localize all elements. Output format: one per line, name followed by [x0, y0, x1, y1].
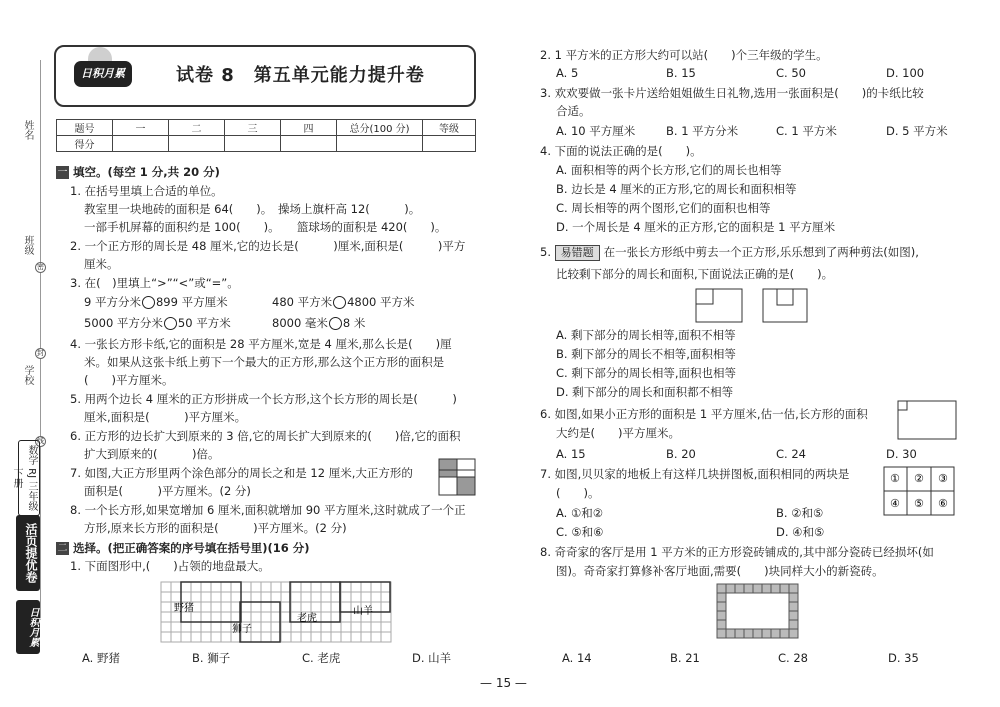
grid-cell: [361, 632, 371, 642]
grid-cell: [211, 612, 221, 622]
tile: [726, 629, 735, 638]
grid-cell: [241, 592, 251, 602]
grid-cell: [381, 612, 391, 622]
q5-line: 5. 用两个边长 4 厘米的正方形拼成一个长方形,这个长方形的周长是( ): [70, 392, 457, 406]
r4-option[interactable]: D. 一个周长是 4 厘米的正方形,它的面积是 1 平方厘米: [556, 220, 836, 234]
grid-cell: [221, 582, 231, 592]
grid-cell: [271, 582, 281, 592]
grid-cell: [321, 592, 331, 602]
grid-cell: [201, 602, 211, 612]
q3-item: [84, 315, 231, 331]
q3-left: 5000 平方分米: [84, 316, 163, 330]
grid-cell: [331, 632, 341, 642]
grid-cell: [181, 592, 191, 602]
grid-cell: [321, 602, 331, 612]
r3-option[interactable]: B. 1 平方分米: [666, 124, 739, 138]
q2-line: 厘米。: [84, 257, 119, 271]
grid-cell: [261, 602, 271, 612]
grid-cell: [221, 602, 231, 612]
r5-text: 在一张长方形纸中剪去一个正方形,乐乐想到了两种剪法(如图),: [603, 245, 919, 259]
page-number: — 15 —: [480, 676, 527, 690]
compare-circle[interactable]: [329, 317, 342, 330]
r8-option[interactable]: C. 28: [778, 651, 808, 665]
tile: [744, 584, 753, 593]
grid-cell: [301, 602, 311, 612]
grid-cell: [211, 622, 221, 632]
unit-square: [898, 401, 907, 410]
r2-option[interactable]: D. 100: [886, 66, 925, 80]
piece-mark: ⑥: [938, 497, 948, 510]
section-number: 二: [57, 543, 68, 554]
grid-cell: [351, 632, 361, 642]
grid-cell: [201, 622, 211, 632]
shaded-square: [457, 477, 475, 495]
r7-option[interactable]: C. ⑤和⑥: [556, 525, 604, 539]
piece-mark: ④: [890, 497, 900, 510]
grid-cell: [161, 632, 171, 642]
grid-cell: [341, 632, 351, 642]
grid-cell: [211, 602, 221, 612]
r2-option[interactable]: C. 50: [776, 66, 806, 80]
section-1-heading: [56, 164, 220, 180]
q7-line: 面积是( )平方厘米。(2 分): [84, 484, 251, 498]
grid-cell: [171, 632, 181, 642]
seal-dot-3: 线: [37, 437, 44, 445]
q4-line: ( )平方厘米。: [84, 373, 174, 387]
compare-circle[interactable]: [142, 296, 155, 309]
grid-cell: [321, 632, 331, 642]
q6-line: 6. 正方形的边长扩大到原来的 3 倍,它的周长扩大到原来的( )倍,它的面积: [70, 429, 461, 443]
tile: [762, 584, 771, 593]
r2-option[interactable]: A. 5: [556, 66, 579, 80]
tile: [717, 620, 726, 629]
binding-strip: [0, 0, 48, 707]
tile: [762, 629, 771, 638]
q8-line: 8. 一个长方形,如果宽增加 6 厘米,面积就增加 90 平方厘米,这时就成了一个正: [70, 503, 466, 517]
tile: [717, 602, 726, 611]
r5-line: 比较剩下部分的周长和面积,下面说法正确的是( )。: [556, 267, 834, 281]
grid-cell: [291, 602, 301, 612]
tile: [735, 629, 744, 638]
grid-cell: [221, 622, 231, 632]
region-label-lion: 狮子: [232, 624, 252, 635]
r3-option[interactable]: A. 10 平方厘米: [556, 124, 636, 138]
score-cell: 总分(100 分): [337, 120, 423, 136]
grid-cell: [281, 622, 291, 632]
grid-cell: [171, 582, 181, 592]
grid-cell: [191, 632, 201, 642]
grid-cell: [201, 612, 211, 622]
grid-cell: [221, 632, 231, 642]
score-input[interactable]: [281, 136, 337, 152]
r5-line: [540, 244, 919, 261]
grid-cell: [361, 592, 371, 602]
grid-cell: [261, 582, 271, 592]
s1-option[interactable]: B. 狮子: [192, 651, 231, 665]
q8-line: 方形,原来长方形的面积是( )平方厘米。(2 分): [84, 521, 347, 535]
r5-option[interactable]: A. 剩下部分的周长相等,面积不相等: [556, 328, 736, 342]
tile: [717, 611, 726, 620]
q3-item: [84, 294, 228, 310]
grid-cell: [351, 582, 361, 592]
r7-puzzle-figure: [883, 466, 955, 516]
error-prone-tag: 易错题: [555, 245, 600, 261]
r7-option[interactable]: B. ②和⑤: [776, 506, 824, 520]
grid-cell: [191, 592, 201, 602]
tile: [789, 602, 798, 611]
grid-cell: [271, 592, 281, 602]
tile: [789, 593, 798, 602]
tile: [735, 584, 744, 593]
compare-circle[interactable]: [333, 296, 346, 309]
score-cell: 题号: [57, 120, 113, 136]
score-input[interactable]: [225, 136, 281, 152]
section-title: 选择。(把正确答案的序号填在括号里)(16 分): [73, 541, 310, 555]
page-title: 试卷 8 第五单元能力提升卷: [176, 65, 425, 86]
tile: [789, 611, 798, 620]
school-label: 学校: [22, 365, 33, 385]
grid-cell: [381, 622, 391, 632]
name-label: 姓名: [22, 120, 33, 140]
grid-cell: [201, 582, 211, 592]
r4-option[interactable]: B. 边长是 4 厘米的正方形,它的周长和面积相等: [556, 182, 797, 196]
grid-cell: [191, 582, 201, 592]
r7-line: 7. 如图,贝贝家的地板上有这样几块拼图板,面积相同的两块是: [540, 467, 850, 481]
shaded-square: [439, 459, 457, 477]
r6-option[interactable]: B. 20: [666, 447, 696, 461]
grid-cell: [291, 582, 301, 592]
score-cell: 一: [113, 120, 169, 136]
q5-line: 厘米,面积是( )平方厘米。: [84, 410, 247, 424]
s1-option[interactable]: A. 野猪: [82, 651, 120, 665]
grid-cell: [161, 592, 171, 602]
r7-line: ( )。: [556, 486, 600, 500]
cut-figure-a: [696, 289, 742, 322]
grid-cell: [251, 592, 261, 602]
r5-number: 5.: [540, 245, 551, 259]
q3-left: 9 平方分米: [84, 295, 141, 309]
cut-square-b: [777, 289, 793, 305]
grid-cell: [321, 582, 331, 592]
piece-mark: ②: [914, 472, 924, 485]
grid-cell: [371, 622, 381, 632]
r7-option[interactable]: A. ①和②: [556, 506, 604, 520]
grid-cell: [251, 632, 261, 642]
grid-cell: [241, 602, 251, 612]
grid-cell: [181, 622, 191, 632]
s1-option[interactable]: D. 山羊: [412, 651, 452, 665]
grid-cell: [311, 602, 321, 612]
r2-question: 2. 1 平方米的正方形大约可以站( )个三年级的学生。: [540, 48, 828, 62]
r5-cut-figures: [695, 288, 810, 324]
q4-line: 4. 一张长方形卡纸,它的面积是 28 平方厘米,宽是 4 厘米,那么长是( )厘: [70, 337, 452, 351]
territory-grid-figure: [160, 581, 400, 643]
region-label-tiger: 老虎: [297, 613, 317, 624]
r4-question: 4. 下面的说法正确的是( )。: [540, 144, 702, 158]
grid-cell: [221, 612, 231, 622]
r5-option[interactable]: C. 剩下部分的周长相等,面积也相等: [556, 366, 736, 380]
grid-cell: [371, 632, 381, 642]
tile: [717, 593, 726, 602]
logo: 日积月累: [74, 61, 132, 87]
section-2-heading: [56, 540, 310, 556]
r5-option[interactable]: B. 剩下部分的周长不相等,面积相等: [556, 347, 736, 361]
subject-badge: 数学 RJ 三年级 下册: [18, 440, 40, 516]
grid-cell: [191, 622, 201, 632]
grid-cell: [231, 582, 241, 592]
grid-cell: [211, 632, 221, 642]
grid-cell: [161, 612, 171, 622]
tile: [789, 620, 798, 629]
r8-option[interactable]: D. 35: [888, 651, 919, 665]
r2-option[interactable]: B. 15: [666, 66, 696, 80]
q3-item: [272, 315, 365, 331]
tile: [789, 629, 798, 638]
r3-option[interactable]: C. 1 平方米: [776, 124, 837, 138]
grid-cell: [331, 622, 341, 632]
grid-cell: [381, 632, 391, 642]
region-label-boar: 野猪: [174, 603, 194, 614]
grid-cell: [341, 602, 351, 612]
grid-cell: [351, 622, 361, 632]
score-header-row: [57, 120, 476, 136]
grid-cell: [321, 612, 331, 622]
q3-right: 899 平方厘米: [155, 295, 228, 309]
grid-cell: [301, 582, 311, 592]
compare-circle[interactable]: [164, 317, 177, 330]
q2-line: 2. 一个正方形的周长是 48 厘米,它的边长是( )厘米,面积是( )平方: [70, 239, 466, 253]
tile: [717, 629, 726, 638]
grid-cell: [251, 602, 261, 612]
grid-cell: [201, 592, 211, 602]
tile: [771, 629, 780, 638]
grid-cell: [301, 592, 311, 602]
r8-option[interactable]: A. 14: [562, 651, 592, 665]
grid-cell: [221, 592, 231, 602]
class-label: 班级: [22, 235, 33, 255]
grid-cell: [251, 582, 261, 592]
r6-rect-figure: [897, 400, 959, 442]
tile: [771, 584, 780, 593]
grid-cell: [261, 592, 271, 602]
grid-cell: [361, 622, 371, 632]
r6-option[interactable]: D. 30: [886, 447, 917, 461]
grid-cell: [311, 592, 321, 602]
grid-cell: [231, 592, 241, 602]
grid-cell: [211, 592, 221, 602]
score-input[interactable]: [169, 136, 225, 152]
brand-label: 活页提优卷: [16, 515, 40, 591]
grid-cell: [281, 632, 291, 642]
score-cell: 三: [225, 120, 281, 136]
r7-option[interactable]: D. ④和⑤: [776, 525, 825, 539]
grid-cell: [341, 592, 351, 602]
r8-tile-figure: [716, 583, 800, 639]
grid-cell: [311, 632, 321, 642]
r6-line: 大约是( )平方厘米。: [556, 426, 680, 440]
strip-logo: 日积月累: [16, 600, 40, 654]
piece-mark: ③: [938, 472, 948, 485]
grid-cell: [291, 632, 301, 642]
section-number: 一: [57, 167, 68, 178]
score-value-row: [57, 136, 476, 152]
grid-cell: [301, 632, 311, 642]
tile: [726, 584, 735, 593]
s1-question: 1. 下面图形中,( )占领的地盘最大。: [70, 559, 270, 573]
q1-line: 教室里一块地砖的面积是 64( )。 操场上旗杆高 12( )。: [84, 202, 421, 216]
score-input[interactable]: [337, 136, 423, 152]
r6-line: 6. 如图,如果小正方形的面积是 1 平方厘米,估一估,长方形的面积: [540, 407, 868, 421]
piece-mark: ①: [890, 472, 900, 485]
r8-line: 8. 奇奇家的客厅是用 1 平方米的正方形瓷砖铺成的,其中部分瓷砖已经损坏(如: [540, 545, 934, 559]
seal-dot-2: 封: [37, 349, 44, 357]
grid-cell: [261, 612, 271, 622]
q3-left: 480 平方米: [272, 295, 333, 309]
tile: [753, 584, 762, 593]
tile: [717, 584, 726, 593]
q3-item: [272, 294, 415, 310]
r3-option[interactable]: D. 5 平方米: [886, 124, 948, 138]
q3-right: 8 米: [342, 316, 366, 330]
grid-cell: [311, 582, 321, 592]
q4-line: 米。如果从这张卡纸上剪下一个最大的正方形,那么这个正方形的面积是: [84, 355, 445, 369]
grid-cell: [181, 582, 191, 592]
grid-cell: [371, 582, 381, 592]
grid-cell: [161, 622, 171, 632]
q7-line: 7. 如图,大正方形里两个涂色部分的周长之和是 12 厘米,大正方形的: [70, 466, 413, 480]
grid-cell: [261, 632, 271, 642]
q7-square-figure: [438, 458, 476, 496]
q1-line: 1. 在括号里填上合适的单位。: [70, 184, 223, 198]
grid-cell: [341, 622, 351, 632]
tile: [789, 584, 798, 593]
seal-dot-1: 密: [37, 263, 44, 271]
score-cell: 四: [281, 120, 337, 136]
q1-line: 一部手机屏幕的面积约是 100( )。 篮球场的面积是 420( )。: [84, 220, 447, 234]
grid-cell: [351, 592, 361, 602]
r5-option[interactable]: D. 剩下部分的周长和面积都不相等: [556, 385, 734, 399]
r3-line: 合适。: [556, 104, 591, 118]
score-input[interactable]: [113, 136, 169, 152]
grid-cell: [201, 632, 211, 642]
q3-head: 3. 在( )里填上“>”“<”或“=”。: [70, 276, 239, 290]
grid-cell: [321, 622, 331, 632]
score-table: [56, 119, 476, 152]
grid-cell: [361, 582, 371, 592]
grid-cell: [251, 622, 261, 632]
r4-option[interactable]: C. 周长相等的两个图形,它们的面积也相等: [556, 201, 771, 215]
grid-cell: [241, 612, 251, 622]
grid-cell: [261, 622, 271, 632]
r6-option[interactable]: A. 15: [556, 447, 586, 461]
section-title: 填空。(每空 1 分,共 20 分): [73, 165, 220, 179]
s1-option[interactable]: C. 老虎: [302, 651, 341, 665]
grid-cell: [171, 592, 181, 602]
grid-cell: [161, 602, 171, 612]
tile: [780, 629, 789, 638]
r8-line: 图)。奇奇家打算修补客厅地面,需要( )块同样大小的新瓷砖。: [556, 564, 884, 578]
score-input[interactable]: [423, 136, 476, 152]
grid-cell: [171, 622, 181, 632]
grid-cell: [341, 612, 351, 622]
piece-mark: ⑤: [914, 497, 924, 510]
r8-option[interactable]: B. 21: [670, 651, 700, 665]
score-cell: 等级: [423, 120, 476, 136]
score-cell: 得分: [57, 136, 113, 152]
tile: [744, 629, 753, 638]
r4-option[interactable]: A. 面积相等的两个长方形,它们的周长也相等: [556, 163, 782, 177]
q6-line: 扩大到原来的( )倍。: [84, 447, 220, 461]
grid-cell: [181, 632, 191, 642]
tile: [753, 629, 762, 638]
q3-right: 4800 平方米: [347, 295, 415, 309]
binding-line: [40, 60, 41, 620]
region-label-goat: 山羊: [353, 606, 373, 617]
r6-option[interactable]: C. 24: [776, 447, 806, 461]
q3-left: 8000 毫米: [272, 316, 328, 330]
grid-cell: [341, 582, 351, 592]
tile: [780, 584, 789, 593]
grid-cell: [371, 592, 381, 602]
grid-cell: [241, 582, 251, 592]
grid-cell: [251, 612, 261, 622]
score-cell: 二: [169, 120, 225, 136]
header-box: [54, 45, 476, 107]
cut-square-a: [696, 289, 713, 304]
q3-right: 50 平方米: [177, 316, 231, 330]
grid-cell: [211, 582, 221, 592]
grid-cell: [291, 592, 301, 602]
grid-cell: [161, 582, 171, 592]
r3-line: 3. 欢欢要做一张卡片送给姐姐做生日礼物,选用一张面积是( )的卡纸比较: [540, 86, 924, 100]
